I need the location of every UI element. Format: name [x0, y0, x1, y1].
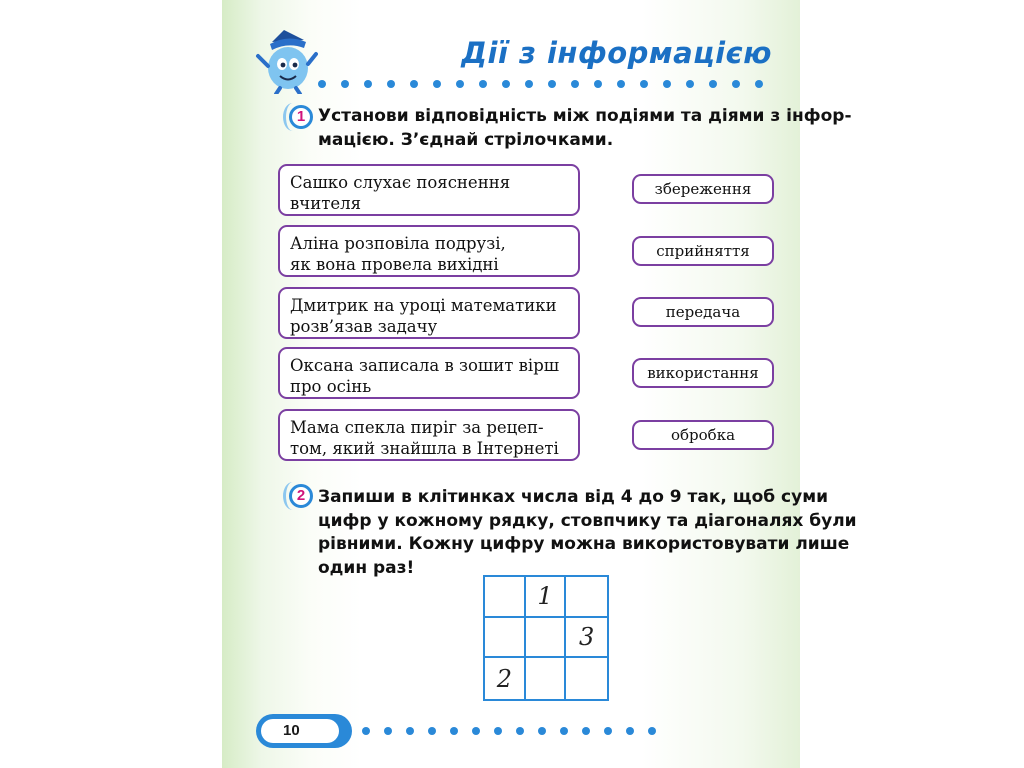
action-box-transmission[interactable]: передача [632, 297, 774, 327]
grid-cell[interactable]: 1 [526, 577, 567, 618]
event-text: розв’язав задачу [290, 317, 438, 336]
grid-cell[interactable] [526, 618, 567, 659]
grid-cell[interactable]: 3 [566, 618, 607, 659]
page-title: Дії з інформацією [461, 36, 772, 70]
task-2-line: рівними. Кожну цифру можна використовувати лише [318, 534, 850, 554]
event-box[interactable] [278, 225, 580, 277]
grid-cell[interactable] [566, 658, 607, 699]
footer-dot-divider [362, 726, 656, 736]
task-2-line: цифр у кожному рядку, стовпчику та діагоналях були [318, 510, 857, 531]
event-text: вчителя [290, 194, 361, 213]
event-text: Оксана записала в зошит вірш [290, 356, 560, 375]
event-text: Аліна розповіла подрузі, [290, 234, 506, 253]
event-box[interactable] [278, 164, 580, 216]
magic-square-grid [483, 575, 609, 701]
event-box[interactable] [278, 409, 580, 461]
drop-mascot-icon [254, 28, 318, 94]
event-text: Дмитрик на уроці математики [290, 296, 557, 315]
action-box-storage[interactable]: збереження [632, 174, 774, 204]
action-box-processing[interactable]: обробка [632, 420, 774, 450]
event-box[interactable] [278, 347, 580, 399]
task-2-text [318, 486, 857, 580]
event-text: як вона провела вихідні [290, 255, 499, 274]
action-box-perception[interactable]: сприйняття [632, 236, 774, 266]
task-1-line: Установи відповідність між подіями та діями з інфор- [318, 106, 852, 126]
grid-cell[interactable] [485, 618, 526, 659]
grid-cell[interactable] [485, 577, 526, 618]
action-box-usage[interactable]: використання [632, 358, 774, 388]
task-1-line: мацією. З’єднай стрілочками. [318, 130, 614, 150]
grid-cell[interactable] [566, 577, 607, 618]
event-box[interactable] [278, 287, 580, 339]
event-text: Сашко слухає пояснення [290, 173, 511, 192]
task-1-text [318, 104, 852, 152]
grid-cell[interactable]: 2 [485, 658, 526, 699]
event-text: том, який знайшла в Інтернеті [290, 439, 559, 458]
task-2-number: 2 [289, 484, 313, 508]
page-number: 10 [261, 719, 339, 743]
title-dot-divider [318, 79, 763, 89]
grid-cell[interactable] [526, 658, 567, 699]
task-2-line: Запиши в клітинках числа від 4 до 9 так, щоб суми [318, 487, 829, 507]
page-number-badge [256, 714, 352, 748]
task-1-number: 1 [289, 105, 313, 129]
event-text: Мама спекла пиріг за рецеп- [290, 418, 544, 437]
event-text: про осінь [290, 377, 372, 396]
task-2-line: один раз! [318, 557, 415, 578]
